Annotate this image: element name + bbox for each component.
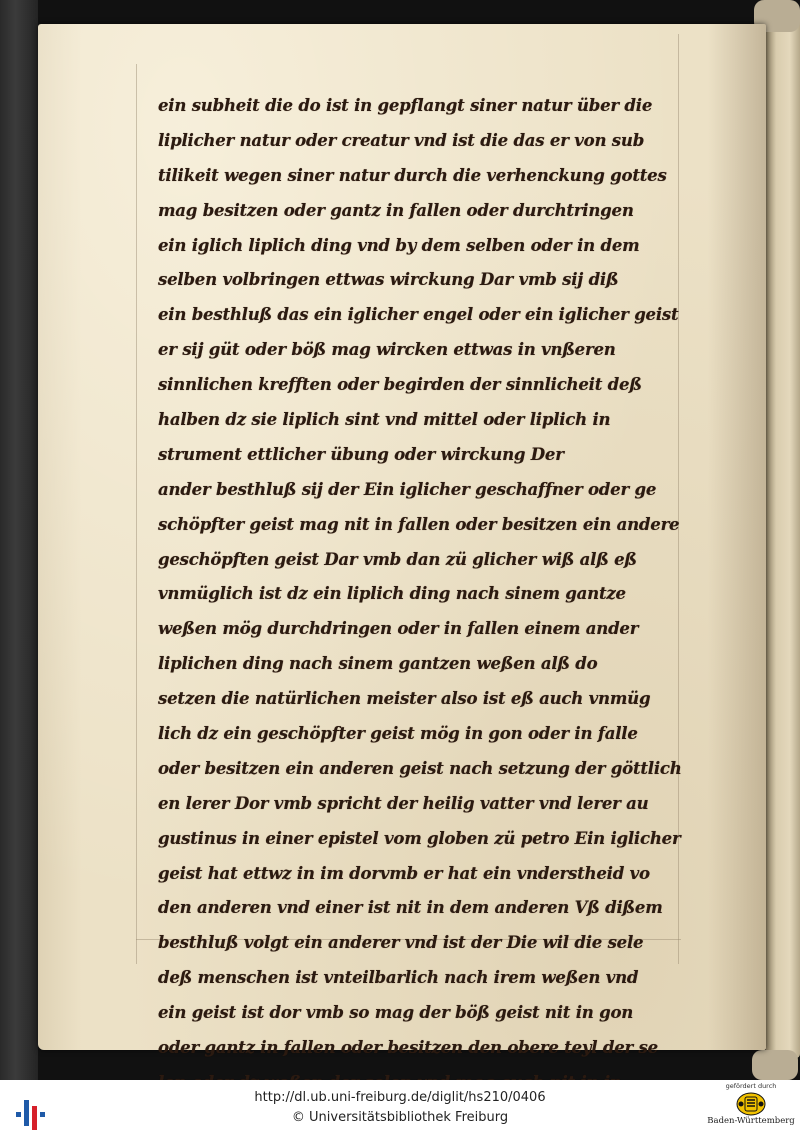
ruling-line-left bbox=[136, 64, 137, 964]
manuscript-line: tilikeit wegen siner natur durch die verhenckung gottes bbox=[158, 164, 667, 185]
manuscript-line: liplichen ding nach sinem gantzen weßen alß do bbox=[158, 653, 598, 674]
manuscript-line: ein besthluß das ein iglicher engel oder ein iglicher geist bbox=[158, 304, 679, 325]
manuscript-line: geschöpften geist Dar vmb dan zü glicher wiß alß eß bbox=[158, 548, 637, 569]
manuscript-line: ein subheit die do ist in gepflangt siner natur über die bbox=[158, 95, 653, 115]
manuscript-line: oder gantz in fallen oder besitzen den obere teyl der se bbox=[158, 1037, 658, 1058]
manuscript-line: er sij güt oder böß mag wircken ettwas in vnßeren bbox=[158, 339, 616, 360]
book-cover-edge bbox=[0, 0, 38, 1080]
manuscript-line: weßen mög durchdringen oder in fallen einem ander bbox=[158, 618, 639, 639]
manuscript-line: den anderen vnd einer ist nit in dem anderen Vß dißem bbox=[158, 897, 663, 918]
footer-bar bbox=[0, 1080, 800, 1135]
sponsor-label: gefördert durch bbox=[725, 1082, 777, 1090]
manuscript-line: halben dz sie liplich sint vnd mittel oder liplich in bbox=[158, 409, 611, 430]
manuscript-page bbox=[38, 24, 766, 1058]
manuscript-line: ander besthluß sij der Ein iglicher geschaffner oder ge bbox=[158, 478, 657, 499]
manuscript-line: en lerer Dor vmb spricht der heilig vatter vnd lerer au bbox=[158, 792, 649, 813]
manuscript-line: oder besitzen ein anderen geist nach setzung der göttlich bbox=[158, 757, 682, 778]
manuscript-line: besthluß volgt ein anderer vnd ist der Die wil die sele bbox=[158, 932, 644, 953]
manuscript-line: mag besitzen oder gantz in fallen oder durchtringen bbox=[158, 199, 634, 220]
manuscript-line: selben volbringen ettwas wirckung Dar vmb sij diß bbox=[158, 269, 619, 290]
next-page-edge bbox=[766, 18, 800, 1058]
manuscript-line: sinnlichen krefften oder begirden der sinnlicheit deß bbox=[158, 374, 642, 395]
manuscript-text bbox=[158, 88, 738, 1100]
manuscript-line: strument ettlicher übung oder wirckung Der bbox=[158, 443, 564, 464]
manuscript-line: ein iglich liplich ding vnd by dem selben oder in dem bbox=[158, 234, 640, 255]
manuscript-line: ein geist ist dor vmb so mag der böß geist nit in gon bbox=[158, 1002, 634, 1023]
sponsor-name: Baden-Württemberg bbox=[707, 1116, 795, 1126]
manuscript-line: schöpfter geist mag nit in fallen oder besitzen ein andere bbox=[158, 513, 680, 534]
manuscript-line: lich dz ein geschöpfter geist mög in gon oder in falle bbox=[158, 723, 638, 744]
page-corner-bottom bbox=[752, 1050, 798, 1080]
copyright-text: © Universitätsbibliothek Freiburg bbox=[291, 1110, 509, 1125]
sponsor-block bbox=[706, 1082, 796, 1134]
permalink-url[interactable]: http://dl.ub.uni-freiburg.de/diglit/hs210/0406 bbox=[254, 1090, 546, 1105]
baden-wuerttemberg-crest-icon bbox=[736, 1092, 766, 1116]
manuscript-line: setzen die natürlichen meister also ist eß auch vnmüg bbox=[158, 688, 651, 709]
manuscript-line: gustinus in einer epistel vom globen zü petro Ein iglicher bbox=[158, 827, 681, 848]
manuscript-line: liplicher natur oder creatur vnd ist die das er von sub bbox=[158, 129, 645, 150]
manuscript-line: geist hat ettwz in im dorvmb er hat ein vnderstheid vo bbox=[158, 862, 650, 883]
manuscript-line: deß menschen ist vnteilbarlich nach irem weßen vnd bbox=[158, 967, 639, 988]
manuscript-line: vnmüglich ist dz ein liplich ding nach sinem gantze bbox=[158, 583, 626, 604]
